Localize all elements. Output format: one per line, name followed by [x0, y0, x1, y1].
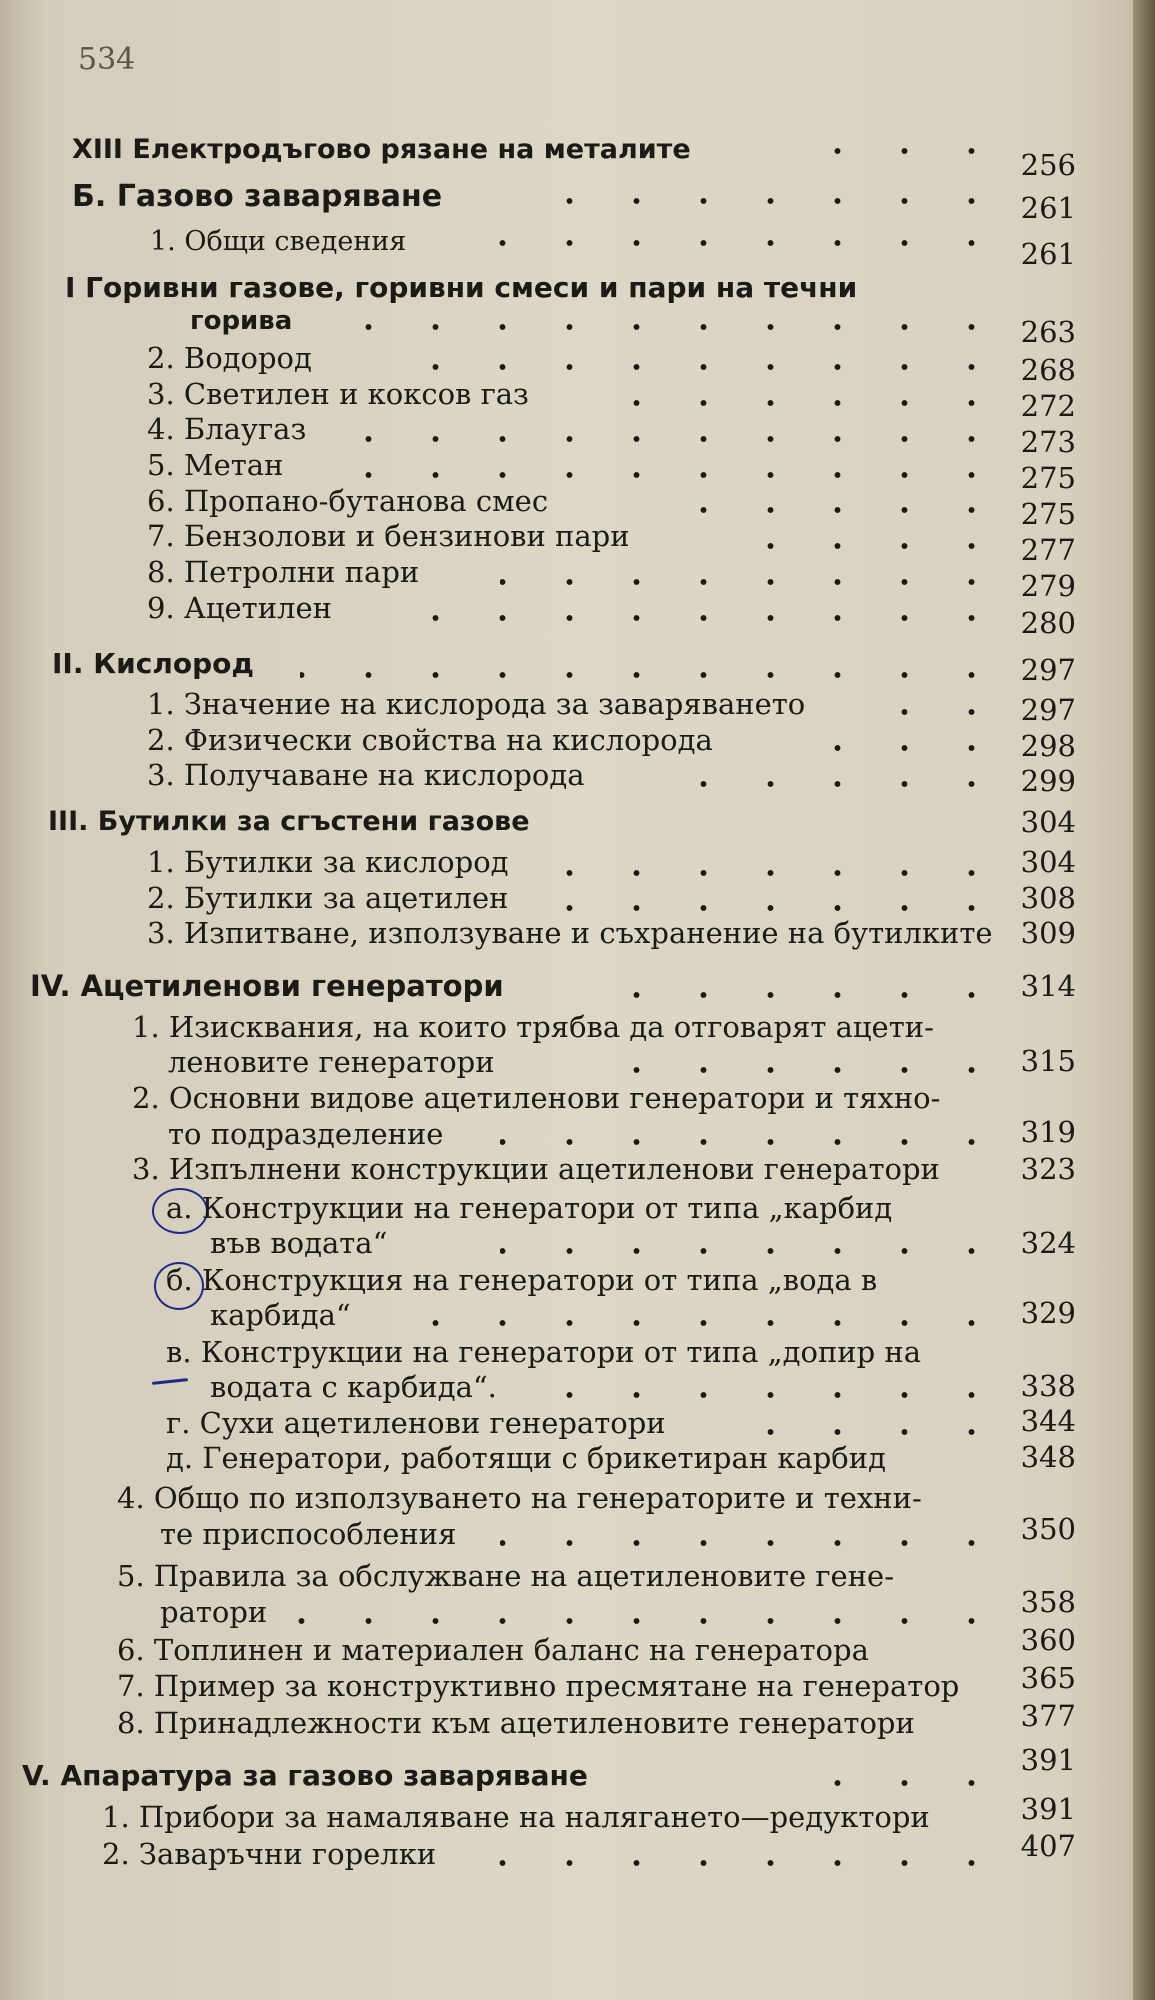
toc-entry-title-continued: карбида“ [210, 1298, 351, 1332]
toc-page-number: 280 [1020, 606, 1076, 640]
leader-dots [620, 398, 1005, 408]
toc-page-number: 358 [1020, 1585, 1076, 1619]
toc-entry-title-continued: то подразделение [168, 1117, 444, 1151]
toc-page-number: 275 [1020, 461, 1076, 495]
leader-dots [300, 670, 1005, 680]
leader-dots [520, 1390, 1005, 1400]
leader-dots [790, 743, 1005, 753]
toc-entry-title: I Горивни газове, горивни смеси и пари на течни [65, 271, 858, 304]
toc-page-number: 277 [1020, 533, 1076, 567]
toc-entry-title: 2. Основни видове ацетиленови генератори и тяхно- [132, 1081, 941, 1115]
leader-dots [500, 1137, 1005, 1147]
toc-entry-title-continued: ратори [160, 1595, 268, 1629]
toc-entry-title: 6. Топлинен и материален баланс на генератора [117, 1633, 869, 1667]
leader-dots [330, 470, 1005, 480]
toc-entry-title: 2. Бутилки за ацетилен [147, 881, 509, 915]
toc-page-number: 263 [1020, 315, 1076, 349]
toc-entry-title-continued: леновите генератори [168, 1045, 495, 1079]
page-edge-shadow [1133, 0, 1155, 2000]
leader-dots [480, 238, 1005, 248]
toc-page-number: 315 [1020, 1044, 1076, 1078]
leader-dots [500, 1538, 1005, 1548]
toc-page-number: 365 [1020, 1661, 1076, 1695]
leader-dots [780, 1778, 1005, 1788]
toc-entry-title: IV. Ацетиленови генератори [30, 969, 504, 1003]
toc-entry-title-continued: горива [190, 306, 293, 336]
toc-entry-title: а. Конструкции на генератори от типа „карбид [166, 1191, 893, 1225]
leader-dots [400, 1318, 1005, 1328]
toc-entry-title: 8. Принадлежности към ацетиленовите генератори [117, 1706, 915, 1740]
leader-dots [720, 1427, 1005, 1437]
toc-entry-title: 3. Изпълнени конструкции ацетиленови генератори [132, 1152, 940, 1186]
toc-entry-title: 1. Бутилки за кислород [147, 845, 509, 879]
leader-dots [880, 707, 1005, 717]
toc-page-number: 261 [1020, 237, 1076, 271]
leader-dots [360, 434, 1005, 444]
toc-entry-title: в. Конструкции на генератори от типа „допир на [166, 1335, 922, 1369]
toc-entry-title: д. Генератори, работящи с брикетиран карбид [166, 1441, 886, 1475]
toc-page-number: 323 [1020, 1152, 1076, 1186]
leader-dots [640, 505, 1005, 515]
toc-page-number: 319 [1020, 1115, 1076, 1149]
toc-page-number: 314 [1020, 969, 1076, 1003]
toc-entry-title: 3. Изпитване, използуване и съхранение на бутилките [147, 916, 993, 950]
toc-page-number: 297 [1020, 693, 1076, 727]
toc-page-number: 261 [1020, 191, 1076, 225]
toc-entry-title: 5. Правила за обслужване на ацетиленовите гене- [117, 1559, 894, 1593]
toc-page-number: 275 [1020, 497, 1076, 531]
toc-entry-title-continued: водата с карбида“. [210, 1370, 497, 1404]
leader-dots [290, 1616, 1005, 1626]
toc-entry-title: 1. Общи сведения [150, 226, 407, 257]
leader-dots [500, 577, 1005, 587]
toc-page-number: 299 [1020, 764, 1076, 798]
toc-page-number: 329 [1020, 1296, 1076, 1330]
leader-dots [720, 541, 1005, 551]
toc-page-number: 324 [1020, 1226, 1076, 1260]
toc-entry-title: 1. Прибори за намаляване на налягането—редуктори [102, 1800, 930, 1834]
leader-dots [590, 1065, 1005, 1075]
toc-entry-title: г. Сухи ацетиленови генератори [166, 1406, 666, 1440]
toc-entry-title: 2. Водород [147, 341, 312, 375]
toc-entry-title: 4. Блаугаз [147, 412, 307, 446]
toc-page-number: 377 [1020, 1699, 1076, 1733]
toc-page-number: 338 [1020, 1369, 1076, 1403]
toc-entry-title: 7. Бензолови и бензинови пари [147, 519, 630, 553]
toc-page-number: 360 [1020, 1623, 1076, 1657]
toc-entry-title: 4. Общо по използуването на генераторите и техни- [117, 1481, 922, 1515]
leader-dots [560, 868, 1005, 878]
leader-dots [320, 322, 1005, 332]
toc-entry-title: 1. Изисквания, на които трябва да отговарят ацети- [132, 1010, 934, 1044]
toc-entry-title: V. Апаратура за газово заваряване [22, 1759, 588, 1792]
toc-entry-title: 9. Ацетилен [147, 591, 332, 625]
toc-page-number: 344 [1020, 1404, 1076, 1438]
toc-entry-title-continued: те приспособления [160, 1517, 457, 1551]
leader-dots [380, 362, 1005, 372]
toc-entry-title: б. Конструкция на генератори от типа „вода в [166, 1263, 878, 1297]
page-number: 534 [78, 42, 136, 77]
toc-page-number: 279 [1020, 569, 1076, 603]
toc-entry-title: Б. Газово заваряване [72, 179, 443, 214]
toc-entry-title: 6. Пропано-бутанова смес [147, 484, 549, 518]
toc-entry-title: II. Кислород [52, 647, 254, 680]
toc-page-number: 350 [1020, 1512, 1076, 1546]
toc-page-number: 304 [1020, 805, 1076, 839]
toc-page-number: 308 [1020, 881, 1076, 915]
toc-page-number: 268 [1020, 353, 1076, 387]
toc-page-number: 309 [1020, 916, 1076, 950]
toc-page-number: 304 [1020, 845, 1076, 879]
toc-page-number: 348 [1020, 1440, 1076, 1474]
toc-page-number: 272 [1020, 389, 1076, 423]
toc-entry-title: 7. Пример за конструктивно пресмятане на генератор [117, 1669, 960, 1703]
toc-page-number: 256 [1020, 148, 1076, 182]
leader-dots [600, 990, 1005, 1000]
toc-page-number: 391 [1020, 1792, 1076, 1826]
toc-entry-title: 3. Светилен и коксов газ [147, 377, 529, 411]
toc-entry-title: 1. Значение на кислорода за заваряването [147, 687, 806, 721]
toc-entry-title: 3. Получаване на кислорода [147, 758, 585, 792]
toc-entry-title-continued: във водата“ [210, 1226, 388, 1260]
handwritten-dash-mark [152, 1378, 188, 1385]
leader-dots [420, 613, 1005, 623]
leader-dots [500, 1246, 1005, 1256]
toc-entry-title: 8. Петролни пари [147, 555, 420, 589]
toc-entry-title: 2. Заваръчни горелки [102, 1837, 437, 1871]
toc-page-number: 273 [1020, 425, 1076, 459]
leader-dots [640, 779, 1005, 789]
leader-dots [480, 1858, 1005, 1868]
toc-entry-title: III. Бутилки за сгъстени газове [48, 806, 530, 837]
toc-entry-title: 5. Метан [147, 448, 284, 482]
toc-page-number: 297 [1020, 653, 1076, 687]
toc-page-number: 391 [1020, 1743, 1076, 1777]
leader-dots [560, 196, 1005, 206]
toc-entry-title: XIII Електродъгово рязане на металите [72, 134, 691, 165]
leader-dots [800, 146, 1005, 156]
toc-page-number: 407 [1020, 1829, 1076, 1863]
leader-dots [560, 903, 1005, 913]
toc-entry-title: 2. Физически свойства на кислорода [147, 723, 713, 757]
toc-page-number: 298 [1020, 729, 1076, 763]
